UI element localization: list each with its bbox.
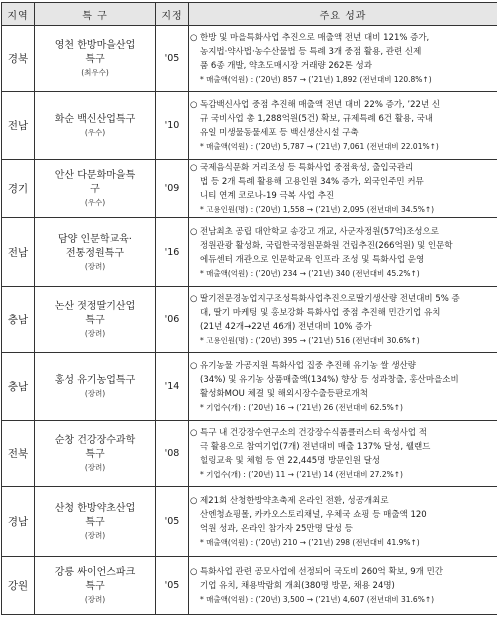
- region-cell: 강원: [2, 557, 35, 615]
- award-grade: (장려): [84, 261, 106, 271]
- achievement-text-line: 유기농물 가공지원 특화사업 집중 추진해 유기농 쌀 생산량: [200, 361, 416, 371]
- achievements-cell: [189, 557, 498, 615]
- special-zone-name: 특구: [85, 581, 105, 592]
- achievements-content: [189, 565, 497, 606]
- achievement-metric: * 매출액(억원) : (’20년) 857 → (’21년) 1,892 (전년대비 120.8%↑): [200, 75, 432, 84]
- award-grade: (우수): [84, 198, 106, 207]
- achievements-table-container: [1, 2, 497, 642]
- achievement-metric: * 매출액(억원) : (’20년) 3,500 → (’21년) 4,607 (전년대비 31.6%↑): [200, 595, 435, 604]
- designation-year-cell: '10: [156, 92, 189, 160]
- achievement-text-line: 국제음식문화 거리조성 등 특화사업 중점육성, 출입국관리: [200, 163, 414, 173]
- special-zone-name-cell: [35, 26, 156, 92]
- special-zone-name: 담양 인문학교육·: [58, 233, 132, 245]
- table-row: [2, 92, 498, 160]
- special-zone-name: 화순 백신산업특구: [54, 114, 136, 125]
- achievement-text-line: 활성화MOU 체결 및 해외시장수출등판로개척: [200, 389, 368, 399]
- table-header-row: [2, 3, 498, 26]
- achievement-metric: * 매출액(억원) : (’20년) 234 → (’21년) 340 (전년대비 45.2%↑): [200, 268, 420, 278]
- achievement-text-line: 한방 및 마을특화사업 추진으로 매출액 전년 대비 121% 증가,: [200, 33, 430, 43]
- region-cell: 전남: [2, 218, 35, 287]
- table-row: [2, 487, 498, 557]
- region-cell: 경북: [2, 26, 35, 92]
- special-zone-name-cell: [35, 160, 156, 218]
- special-zone-name-cell: [35, 92, 156, 160]
- designation-year-cell: '06: [156, 287, 189, 353]
- region-cell: 충남: [2, 287, 35, 353]
- achievement-metric: * 매출액(억원) : (’20년) 5,787 → (’21년) 7,061 (전년대비 22.01%↑): [200, 142, 439, 151]
- bullet-circle-icon: ○: [190, 361, 198, 371]
- designation-year-cell: '14: [156, 353, 189, 421]
- award-grade: (장려): [84, 595, 106, 604]
- achievement-text-line: (21년 42개→22년 46개) 전년대비 10% 증가: [200, 322, 372, 332]
- bullet-circle-icon: ○: [190, 496, 198, 506]
- achievements-cell: [189, 160, 498, 218]
- achievement-text-line: 산엔청쇼핑몰, 카카오스토리채널, 우체국 쇼핑 등 매출액 120: [200, 510, 427, 520]
- achievements-cell: [189, 92, 498, 160]
- achievement-text-line: 특구 내 건강장수연구소의 건강장수식품클러스터 육성사업 적: [200, 428, 427, 438]
- header-achievements: 주요 성과: [189, 3, 498, 26]
- bullet-circle-icon: ○: [190, 294, 198, 304]
- achievement-text-line: 억원 성과, 온라인 참가자 25만명 달성 등: [200, 524, 353, 534]
- achievements-content: [189, 161, 497, 216]
- designation-year-cell: '16: [156, 218, 189, 287]
- achievements-content: [189, 292, 497, 347]
- achievement-text-line: (34%) 및 유기농 상품매출액(134%) 향상 등 성과창출, 홍산마을소비: [200, 375, 459, 385]
- award-grade: (장려): [84, 329, 106, 338]
- special-zone-name-cell: [35, 421, 156, 487]
- achievement-text-line: 제21회 산청한방약초축제 온라인 전환, 성공개최로: [200, 496, 389, 506]
- table-row: [2, 353, 498, 421]
- achievement-text-line: 에듀센터 개관으로 인문학교육 인프라 조성 및 특화사업 운영: [200, 254, 425, 265]
- special-zone-name-cell: [35, 353, 156, 421]
- achievements-cell: [189, 421, 498, 487]
- achievements-cell: [189, 353, 498, 421]
- header-special-zone: 특 구: [35, 3, 156, 26]
- achievements-cell: [189, 26, 498, 92]
- achievements-content: [189, 225, 497, 280]
- achievement-metric: * 매출액(억원) : (’20년) 210 → (’21년) 298 (전년대비 41.9%↑): [200, 538, 420, 547]
- achievements-cell: [189, 287, 498, 353]
- special-zone-name: 전통정원특구: [66, 247, 124, 259]
- table-row: [2, 26, 498, 92]
- achievements-cell: [189, 487, 498, 557]
- region-cell: 충남: [2, 353, 35, 421]
- header-designated: 지정: [156, 3, 189, 26]
- achievement-text-line: 대, 딸기 마케팅 및 홍보강화 특화사업 중점 추진해 민간기업 유치: [200, 308, 441, 318]
- achievement-text-line: 특화사업 관련 공모사업에 선정되어 국도비 260억 확보, 9개 민간: [200, 567, 444, 577]
- achievements-cell: [189, 218, 498, 287]
- achievement-text-line: 독감백신사업 중점 추진해 매출액 전년 대비 22% 증가, ’22년 신: [200, 100, 441, 110]
- special-zone-name-cell: [35, 218, 156, 287]
- designation-year-cell: '08: [156, 421, 189, 487]
- achievement-text-line: 극 활용으로 참여기업(7개) 전년대비 매출 137% 달성, 웰랜드: [200, 442, 431, 452]
- achievement-text-line: 딸기전문경농업지구조성특화사업추진으로딸기생산량 전년대비 5% 증: [200, 294, 460, 304]
- achievement-text-line: 규 국비사업 총 1,288억원(5건) 확보, 규제특례 6건 활용, 국내: [200, 114, 434, 124]
- achievements-content: [189, 494, 497, 549]
- achievements-content: [189, 31, 497, 86]
- achievement-metric: * 기업수(개) : (’20년) 16 → (’21년) 26 (전년대비 62.5%↑): [200, 403, 403, 412]
- bullet-circle-icon: ○: [190, 163, 198, 173]
- designation-year-cell: '05: [156, 557, 189, 615]
- achievement-metric: * 고용인원(명) : (’20년) 395 → (’21년) 516 (전년대비 30.6%↑): [200, 336, 420, 345]
- special-zone-name: 강릉 싸이언스파크: [54, 567, 136, 578]
- bullet-circle-icon: ○: [190, 33, 198, 43]
- table-row: [2, 421, 498, 487]
- award-grade: (우수): [84, 128, 106, 137]
- special-zone-name: 영천 한방마을산업: [54, 40, 136, 51]
- achievement-metric: * 고용인원(명) : (’20년) 1,558 → (’21년) 2,095 (전년대비 34.5%↑): [200, 205, 435, 214]
- achievements-content: [189, 98, 497, 153]
- region-cell: 경남: [2, 487, 35, 557]
- special-zone-name: 안산 다문화마을특: [54, 170, 136, 181]
- bullet-circle-icon: ○: [190, 428, 198, 438]
- special-zone-achievements-table: [1, 2, 497, 615]
- award-grade: (최우수): [81, 68, 109, 77]
- region-cell: 전남: [2, 92, 35, 160]
- special-zone-name: 특구: [85, 517, 105, 528]
- achievement-text-line: 품 6종 개발, 약초도매시장 거래량 262톤 성과: [200, 61, 372, 71]
- designation-year-cell: '09: [156, 160, 189, 218]
- table-body: [2, 26, 498, 615]
- header-region: 지역: [2, 3, 35, 26]
- achievements-content: [189, 359, 497, 414]
- achievement-text-line: 법 등 2개 특례 활용해 고용인원 34% 증가, 외국인주민 커뮤: [200, 177, 424, 187]
- table-row: [2, 287, 498, 353]
- award-grade: (장려): [84, 463, 106, 472]
- special-zone-name-cell: [35, 287, 156, 353]
- table-row: [2, 218, 498, 287]
- bullet-circle-icon: ○: [190, 100, 198, 110]
- achievement-text-line: 힐링교육 및 체험 등 연 22,445명 방문인원 달성: [200, 456, 381, 466]
- bullet-circle-icon: ○: [190, 226, 198, 237]
- special-zone-name: 구: [90, 184, 100, 195]
- achievement-text-line: 농지법·약사법·농수산물법 등 특례 3개 중점 활용, 관련 신제: [200, 47, 422, 57]
- special-zone-name: 산청 한방약초산업: [54, 503, 136, 514]
- special-zone-name: 논산 젓정딸기산업: [54, 301, 136, 312]
- achievement-text-line: 기업 유치, 채용박람회 개최(380명 방문, 채용 24명): [200, 581, 395, 591]
- achievement-text-line: 유일 미생물동물세포 등 백신생산시설 구축: [200, 128, 359, 138]
- designation-year-cell: '05: [156, 26, 189, 92]
- achievements-content: [189, 426, 497, 481]
- special-zone-name: 특구: [85, 315, 105, 326]
- special-zone-name-cell: [35, 557, 156, 615]
- bullet-circle-icon: ○: [190, 567, 198, 577]
- table-row: [2, 160, 498, 218]
- achievement-metric: * 기업수(개) : (’20년) 11 → (’21년) 14 (전년대비 27.2%↑): [200, 470, 403, 479]
- achievement-text-line: 정원관광 활성화, 국립한국정원문화원 건립추진(266억원) 및 인문학: [200, 240, 453, 251]
- award-grade: (장려): [84, 531, 106, 540]
- achievement-text-line: 니티 연계 코로나-19 극복 사업 추진: [200, 191, 335, 201]
- special-zone-name: 순창 건강장수과학: [54, 435, 136, 446]
- special-zone-name: 특구: [85, 54, 105, 65]
- designation-year-cell: '05: [156, 487, 189, 557]
- special-zone-name: 홍성 유기농업특구: [54, 375, 136, 386]
- achievement-text-line: 전남최초 공립 대안학교 송강고 개교, 사군자정원(57억)조성으로: [200, 226, 439, 237]
- special-zone-name-cell: [35, 487, 156, 557]
- award-grade: (장려): [84, 389, 106, 398]
- special-zone-name: 특구: [85, 449, 105, 460]
- region-cell: 경기: [2, 160, 35, 218]
- table-row: [2, 557, 498, 615]
- region-cell: 전북: [2, 421, 35, 487]
